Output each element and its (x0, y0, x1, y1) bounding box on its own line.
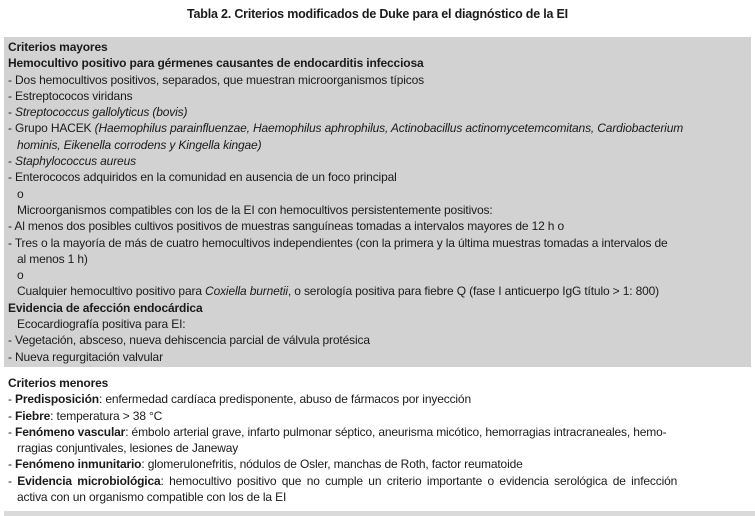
text-segment: : temperatura > 38 °C (50, 408, 163, 423)
text-segment: Streptococcus gallolyticus (bovis) (15, 105, 188, 120)
text-segment: - (8, 408, 16, 423)
table-body (0, 37, 755, 507)
text-line (4, 72, 751, 88)
text-line (4, 300, 751, 316)
text-segment: - (8, 457, 16, 472)
text-line (4, 120, 751, 136)
text-segment: al menos 1 h) (17, 251, 88, 266)
text-segment: Fenómeno vascular (15, 424, 126, 439)
text-segment: o (17, 268, 24, 283)
section-criterios-mayores (4, 37, 751, 367)
text-segment: Fiebre (15, 408, 51, 423)
text-segment: Coxiella burnetii (205, 284, 288, 299)
text-line (4, 137, 751, 153)
text-segment: - (8, 154, 16, 169)
text-segment: - Tres o la mayoría de más de cuatro hemocultivos independientes (con la primera y la última muestras tomadas a intervalos de (8, 235, 668, 250)
text-line (4, 440, 751, 456)
text-segment: Criterios mayores (8, 40, 108, 54)
text-line (4, 104, 751, 120)
text-segment: Fenómeno inmunitario (15, 457, 142, 472)
text-line (4, 55, 751, 71)
text-segment: - (8, 424, 16, 439)
text-line (4, 349, 751, 365)
text-segment: - Vegetación, absceso, nueva dehiscencia parcial de válvula protésica (8, 333, 370, 348)
text-segment: activa con un organismo compatible con los de la EI (17, 490, 287, 505)
text-segment: : émbolo arterial grave, infarto pulmonar séptico, aneurisma micótico, hemorragias intracraneales, hemo- (125, 424, 667, 439)
text-line (4, 456, 751, 472)
text-segment: - Grupo HACEK (8, 121, 95, 136)
text-segment: - (8, 392, 16, 407)
text-line (4, 251, 751, 267)
text-segment: hominis, Eikenella corrodens y Kingella kingae) (17, 137, 262, 152)
text-line (4, 408, 751, 424)
text-line (4, 283, 751, 299)
text-segment: , o serología positiva para fiebre Q (fase I anticuerpo IgG título > 1: 800) (287, 284, 660, 299)
text-line (4, 424, 751, 440)
text-segment: Hemocultivo positivo para gérmenes causantes de endocarditis infecciosa (8, 56, 424, 71)
text-segment: - Estreptococos viridans (8, 88, 133, 103)
text-line (4, 473, 751, 489)
text-segment: - (8, 473, 18, 488)
text-segment: - (8, 105, 16, 120)
text-line (4, 218, 751, 234)
text-segment: : enfermedad cardíaca predisponente, abuso de fármacos por inyección (98, 392, 471, 407)
text-segment: o (17, 186, 24, 201)
text-line (4, 235, 751, 251)
text-line (4, 375, 751, 391)
text-line (4, 316, 751, 332)
text-segment: - Nueva regurgitación valvular (8, 349, 163, 364)
text-line (4, 391, 751, 407)
text-segment: : hemocultivo positivo que no cumple un criterio importante o evidencia serológica de infección (160, 473, 678, 488)
text-segment: : glomerulonefritis, nódulos de Osler, manchas de Roth, factor reumatoide (141, 457, 523, 472)
text-line (4, 489, 751, 505)
text-line (4, 267, 751, 283)
section-criterios-menores (4, 373, 751, 507)
text-line (4, 169, 751, 185)
table-title: Tabla 2. Criterios modificados de Duke para el diagnóstico de la EI (187, 7, 568, 21)
text-segment: - Dos hemocultivos positivos, separados, que muestran microorganismos típicos (8, 72, 424, 87)
text-segment: Cualquier hemocultivo positivo para (17, 284, 206, 299)
text-segment: Staphylococcus aureus (15, 154, 136, 169)
text-line (4, 202, 751, 218)
text-segment: Criterios menores (8, 375, 109, 390)
text-segment: rragias conjuntivales, lesiones de Janeway (17, 441, 239, 456)
text-line (4, 88, 751, 104)
text-segment: Evidencia de afección endocárdica (8, 300, 203, 315)
text-line (4, 332, 751, 348)
text-segment: Microorganismos compatibles con los de la EI con hemocultivos persistentemente positivos: (17, 202, 493, 217)
text-line (4, 153, 751, 169)
text-segment: Ecocardiografía positiva para EI: (17, 317, 186, 332)
text-segment: - Enterococos adquiridos en la comunidad en ausencia de un foco principal (8, 170, 397, 185)
text-segment: Evidencia microbiológica (17, 473, 161, 488)
text-line (4, 39, 751, 55)
text-segment: Predisposición (15, 392, 99, 407)
text-line (4, 186, 751, 202)
text-segment: - Al menos dos posibles cultivos positivos de muestras sanguíneas tomadas a intervalos mayores de 12 h o (8, 219, 565, 234)
text-segment: (Haemophilus parainfluenzae, Haemophilus aphrophilus, Actinobacillus actinomycetemcomitans, Cardiobacterium (94, 121, 684, 136)
